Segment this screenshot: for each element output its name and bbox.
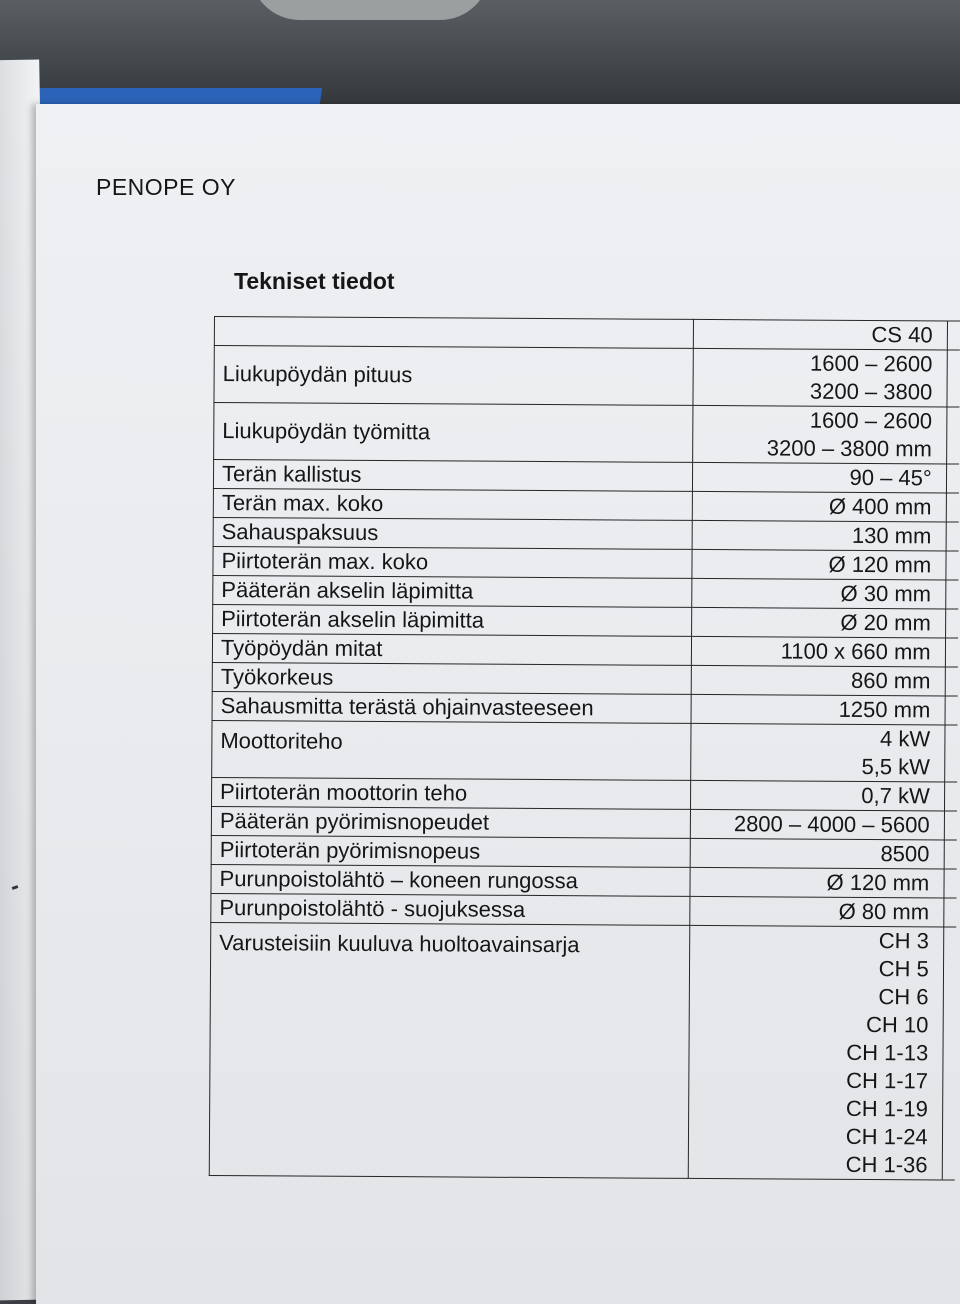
spec-value: CH 1-24 [845,1123,928,1150]
spec-value-cell [691,780,945,811]
header-label-cell [214,317,693,349]
section-title: Tekniset tiedot [234,268,395,294]
spec-value: 3200 – 3800 mm [766,435,932,462]
spec-value-cell [693,348,947,407]
table-edge-cell [945,580,958,609]
spec-value-cell [689,925,944,1180]
spec-value-cell [692,607,946,638]
spec-value-cell [691,665,945,696]
spec-value: 5,5 kW [861,753,931,780]
spec-value: 860 mm [850,667,931,694]
spec-value-cell [691,723,945,782]
spec-label: Purunpoistolähtö – koneen rungossa [211,864,690,896]
table-edge-cell [944,725,957,782]
table-row [214,346,960,408]
table-header-row [214,317,960,351]
spec-value: 3200 – 3800 [809,378,933,405]
spec-label: Työpöydän mitat [212,633,691,665]
spec-value-cell [690,896,944,927]
spec-table [209,316,960,1181]
table-row [213,604,959,638]
table-edge-cell [942,927,956,1180]
table-row [213,517,959,551]
spec-value: Ø 120 mm [828,551,932,578]
spec-value: 1600 – 2600 [810,350,933,377]
spec-value: Ø 120 mm [826,869,930,896]
table-edge-cell [945,667,958,696]
spec-label: Purunpoistolähtö - suojuksessa [211,893,690,925]
table-edge-cell [946,464,959,493]
spec-label: Terän max. koko [213,488,692,520]
table-row [212,720,958,782]
spec-value: 8500 [880,841,930,867]
table-row [213,575,959,609]
table-row [211,835,957,869]
table-row [214,403,960,465]
company-name: PENOPE OY [96,174,236,200]
table-row [211,893,957,927]
spec-value: 1250 mm [838,696,931,723]
spec-label: Piirtoterän moottorin teho [212,777,691,809]
spec-label: Piirtoterän pyörimisnopeus [211,835,690,867]
background-object [250,0,490,20]
table-edge-cell [945,638,958,667]
table-edge-cell [944,840,957,869]
spec-label: Terän kallistus [213,460,692,492]
table-row [213,488,959,522]
table-row [209,922,956,1180]
spec-label: Piirtoterän akselin läpimitta [213,604,692,636]
spec-value: 1600 – 2600 [809,407,933,434]
spec-value: 2800 – 4000 – 5600 [733,811,930,838]
table-edge-cell [946,407,959,464]
table-edge-cell [945,696,958,725]
spec-label: Pääterän pyörimisnopeudet [211,806,690,838]
spec-value: Ø 30 mm [840,580,932,607]
spec-value-cell [692,636,946,667]
table-edge-cell [947,321,960,350]
table-edge-cell [944,782,957,811]
table-edge-cell [946,493,959,522]
spec-value: CH 1-19 [845,1095,928,1122]
spec-label: Sahausmitta terästä ohjainvasteeseen [212,691,691,723]
spec-value: Ø 80 mm [838,898,930,925]
spec-value-cell [692,520,946,551]
spec-label: Piirtoterän max. koko [213,546,692,578]
table-edge-cell [944,869,957,898]
spec-value-cell [693,405,947,464]
table-row [211,806,957,840]
spec-label: Liukupöydän pituus [214,346,694,406]
spec-value: 130 mm [851,522,932,549]
table-row [212,633,958,667]
table-edge-cell [944,898,957,927]
table-edge-cell [946,522,959,551]
model-header: CS 40 [694,319,948,350]
spec-label: Liukupöydän työmitta [214,403,694,463]
table-edge-cell [947,350,960,407]
table-row [211,864,957,898]
spec-value: CH 10 [865,1011,929,1038]
spec-value: CH 3 [878,928,929,954]
spec-value-cell [693,462,947,493]
table-row [212,777,958,811]
spec-value-cell [690,838,944,869]
spec-value: 0,7 kW [861,782,930,809]
spec-value-cell [692,549,946,580]
spec-label: Työkorkeus [212,662,691,694]
table-row [212,662,958,696]
table-row [212,691,958,725]
spec-label: Pääterän akselin läpimitta [213,575,692,607]
spec-value: Ø 20 mm [840,609,931,636]
spec-value: 4 kW [879,726,931,752]
spec-value: CH 1-17 [846,1067,929,1094]
spec-value: CH 6 [878,984,929,1010]
spec-value: 90 – 45° [849,464,932,491]
spec-label: Sahauspaksuus [213,517,692,549]
spec-value-cell [692,578,946,609]
spec-label: Varusteisiin kuuluva huoltoavainsarja [209,922,690,1178]
table-edge-cell [944,811,957,840]
spec-value: CH 1-36 [845,1151,928,1178]
table-row [213,460,959,494]
spec-value: Ø 400 mm [828,493,932,520]
spec-value-cell [691,694,945,725]
spec-table-body [209,317,960,1181]
spec-label: Moottoriteho [212,720,692,780]
spec-value: CH 1-13 [846,1039,929,1066]
table-row [213,546,959,580]
spec-value-cell [691,809,945,840]
table-edge-cell [945,609,958,638]
spec-value: 1100 x 660 mm [780,638,931,665]
spec-value-cell [690,867,944,898]
table-edge-cell [946,551,959,580]
spec-value: CH 5 [878,956,929,982]
spec-value-cell [693,491,947,522]
